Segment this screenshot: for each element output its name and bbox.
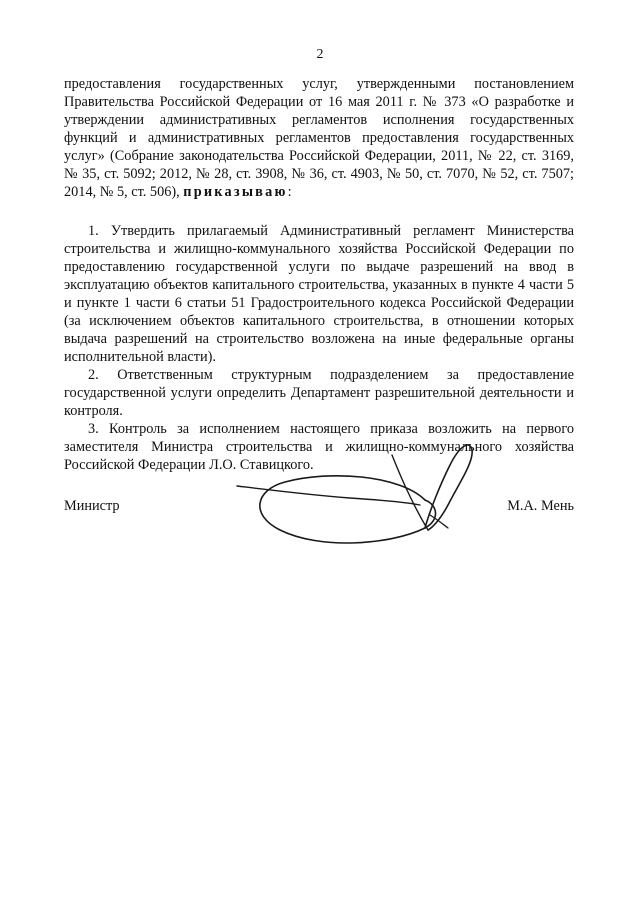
order-word: приказываю (183, 184, 288, 200)
signer-position: Министр (64, 498, 120, 514)
intro-text: предоставления государственных услуг, утвержденными постановлением Правительства Российской Федерации от 16 мая 2011 г. № 373 «О разработке и утверждении административных регламентов исполнения государственных функций и административных регламентов предоставления государственных услуг» (Собрание законодательства Российской Федерации, 2011, № 22, ст. 3169, № 35, ст. 5092; 2012, № 28, ст. 3908, № 36, ст. 4903, № 50, ст. 7070, № 52, ст. 7507; 2014, № 5, ст. 506), (64, 76, 574, 200)
order-items (64, 222, 574, 474)
intro-colon: : (287, 184, 292, 200)
intro-paragraph (64, 75, 574, 201)
order-item-1: 1. Утвердить прилагаемый Административный регламент Министерства строительства и жилищно-коммунального хозяйства Российской Федерации по предоставлению государственной услуги по выдаче разрешений на ввод в эксплуатацию объектов капитального строительства, указанных в пункте 4 части 5 и пункте 1 части 6 статьи 51 Градостроительного кодекса Российской Федерации (за исключением объектов капитального строительства, в отношении которых выдача разрешений на строительство возложена на иные федеральные органы исполнительной власти). (64, 223, 574, 365)
page-number: 2 (316, 47, 324, 62)
signer-name: М.А. Мень (507, 498, 574, 514)
order-item-2: 2. Ответственным структурным подразделением за предоставление государственной услуги определить Департамент разрешительной деятельности и контроля. (64, 367, 574, 419)
order-item-3: 3. Контроль за исполнением настоящего приказа возложить на первого заместителя Министра строительства и жилищно-коммунального хозяйства Российской Федерации Л.О. Ставицкого. (64, 421, 574, 473)
